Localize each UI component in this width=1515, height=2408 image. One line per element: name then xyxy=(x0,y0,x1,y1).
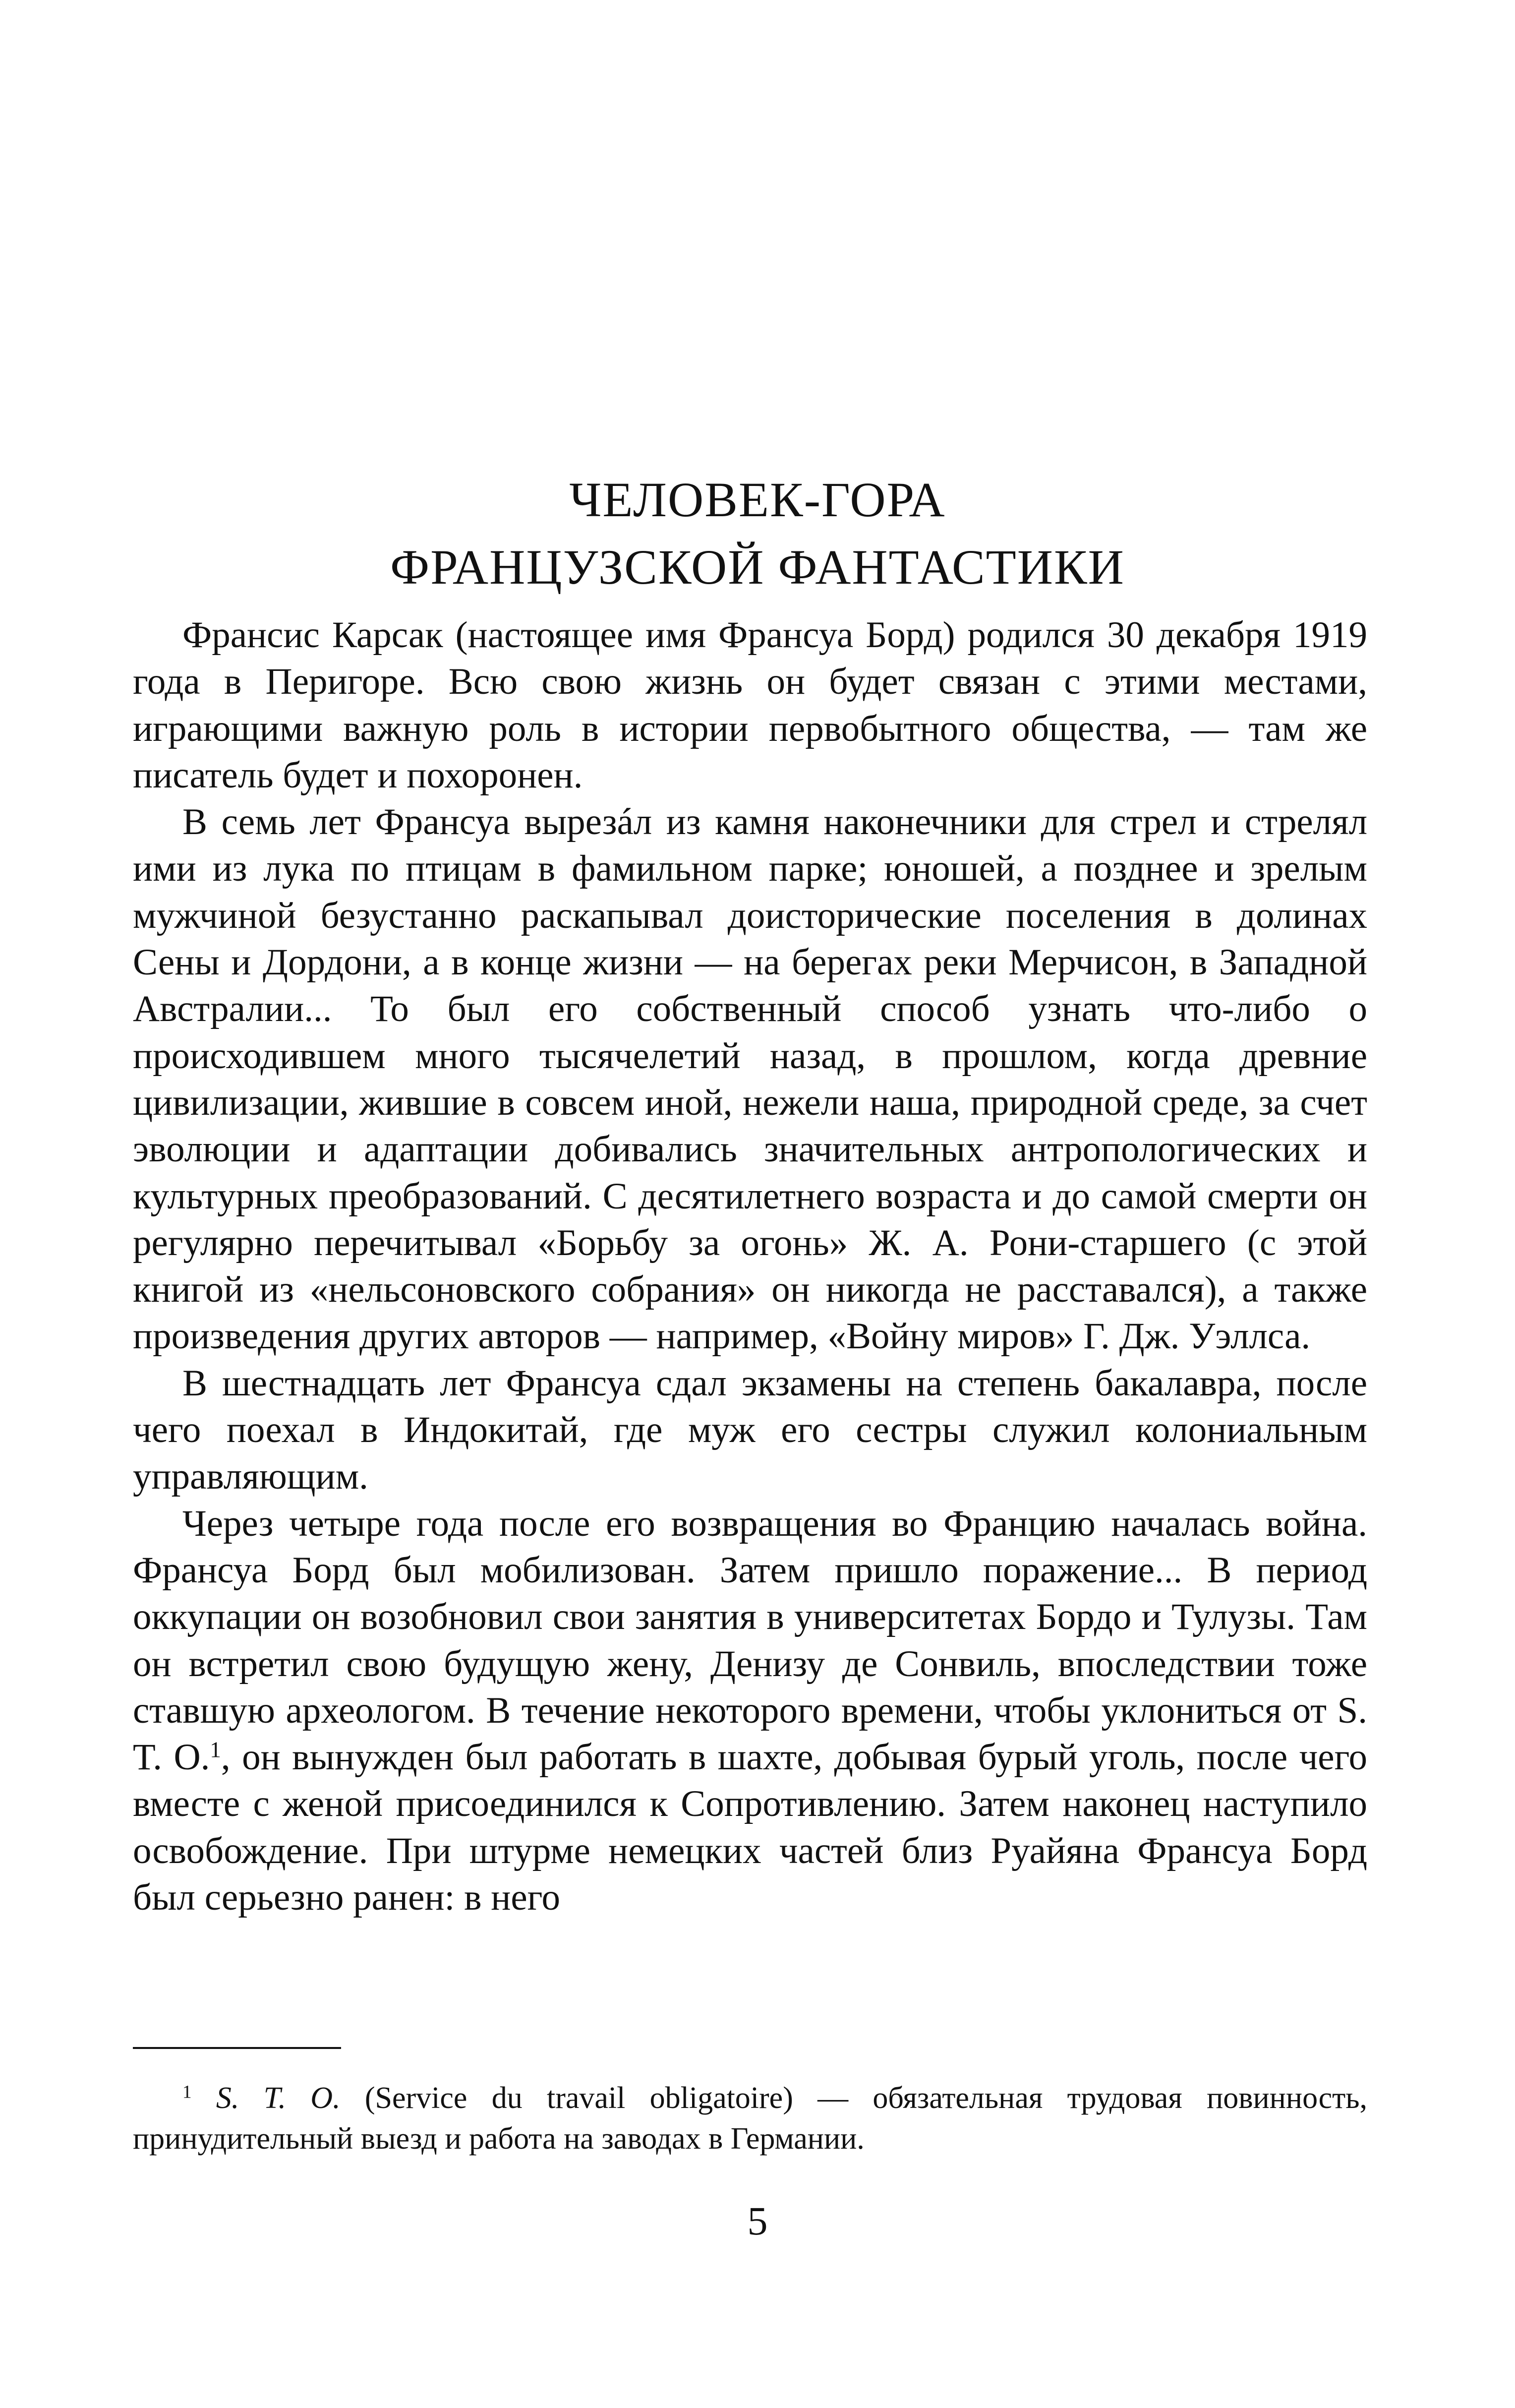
chapter-title-line-2: ФРАНЦУЗСКОЙ ФАНТАСТИКИ xyxy=(390,540,1125,595)
paragraph-4-text-after-ref: , он вынужден был работать в шахте, добывая бурый уголь, после чего вместе с женой присоединился к Сопротивлению. Затем наконец наступило освобождение. При штурме немецких частей близ Руайяна Франсуа Борд был серьезно ранен: в него xyxy=(133,1737,1367,1919)
footnote-mark: 1 xyxy=(182,2082,192,2103)
paragraph-4-text-before-ref: Через четыре года после его возвращения во Францию началась война. Франсуа Борд был мобилизован. Затем пришло поражение... В период оккупации он возобновил свои занятия в университетах Бордо и Тулузы. Там он встретил свою будущую жену, Денизу де Сонвиль, впоследствии тоже ставшую археологом. В течение некоторого времени, чтобы уклониться от S. T. O. xyxy=(133,1503,1367,1778)
paragraph-2: В семь лет Франсуа вырезáл из камня наконечники для стрел и стрелял ими из лука по птицам в фамильном парке; юношей, а позднее и зрелым мужчиной безустанно раскапывал доисторические поселения в долинах Сены и Дордони, а в конце жизни — на берегах реки Мерчисон, в Западной Австралии... То был его собственный способ узнать что-либо о происходившем много тысячелетий назад, в прошлом, когда древние цивилизации, жившие в совсем иной, нежели наша, природной среде, за счет эволюции и адаптации добивались значительных антропологических и культурных преобразований. С десятилетнего возраста и до самой смерти он регулярно перечитывал «Борьбу за огонь» Ж. А. Рони-старшего (с этой книгой из «нельсоновского собрания» он никогда не расставался), а также произведения других авторов — например, «Войну миров» Г. Дж. Уэллса. xyxy=(133,801,1367,1357)
paragraph-1: Франсис Карсак (настоящее имя Франсуа Борд) родился 30 декабря 1919 года в Перигоре. Всю свою жизнь он будет связан с этими местами, играющими важную роль в истории первобытного общества, — там же писатель будет и похоронен. xyxy=(133,614,1367,796)
footnote xyxy=(133,2078,1367,2159)
body-text xyxy=(133,612,1367,1921)
chapter-title-line-1: ЧЕЛОВЕК-ГОРА xyxy=(569,472,946,527)
paragraph-3: В шестнадцать лет Франсуа сдал экзамены на степень бакалавра, после чего поехал в Индокитай, где муж его сестры служил колониальным управляющим. xyxy=(133,1362,1367,1498)
footnote-divider xyxy=(133,2047,341,2049)
paragraph-4 xyxy=(133,1501,1367,1922)
footnote-reference-mark: 1 xyxy=(210,1737,221,1762)
page-number: 5 xyxy=(747,2198,768,2243)
chapter-title xyxy=(164,466,1351,601)
footnote-abbreviation: S. T. O. xyxy=(216,2081,341,2115)
footnote-text: (Service du travail obligatoire) — обязательная трудовая повинность, принудительный выезд и работа на заводах в Германии. xyxy=(133,2081,1368,2156)
